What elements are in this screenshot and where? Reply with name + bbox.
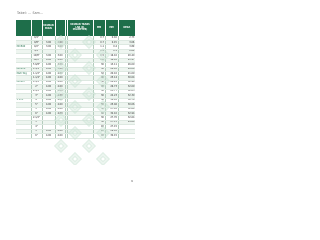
table-cell: 32.94 [118, 80, 135, 84]
table-cell: 4.00 [55, 58, 65, 62]
table-cell: 4.00 [42, 80, 55, 84]
table-cell: 4.00 [55, 72, 65, 76]
table-cell: 4.00 [42, 129, 55, 133]
watermark-shape [83, 140, 95, 152]
table-cell: Metr 5kg [16, 72, 31, 76]
table-cell: 1.1/4" [31, 67, 42, 71]
table-cell: 4.00 [42, 85, 55, 89]
table-cell: 0.4 [93, 49, 105, 53]
table-cell: Mm2t5 [16, 80, 31, 84]
table-cell: 4" [31, 125, 42, 129]
table-cell: 21.09 [118, 72, 135, 76]
table-cell: 27.15 [105, 125, 118, 129]
table-cell: 16.10 [105, 58, 118, 62]
table-cell: 0.7 [93, 36, 105, 40]
table-cell: 30.70 [118, 98, 135, 102]
table-cell: 0.1 [105, 49, 118, 53]
table-cell: 25.14 [105, 76, 118, 80]
table-cell: 30.10 [105, 98, 118, 102]
table-cell: 32.03 [118, 89, 135, 93]
watermark-shape [97, 153, 109, 165]
table-cell: 30 [93, 67, 105, 71]
table-cell: 30 [93, 63, 105, 67]
table-cell: 5" [31, 129, 42, 133]
table-cell: 4.00 [42, 134, 55, 138]
table-cell: 30 [93, 89, 105, 93]
table-cell: 23.77 [105, 89, 118, 93]
table-cell: 20.10 [105, 72, 118, 76]
table-cell: 3.06 [118, 40, 135, 44]
table-cell: 5 mm [16, 98, 31, 102]
table-cell: 4.00 [42, 63, 55, 67]
table-cell: 4.00 [42, 107, 55, 111]
table-cell: 30 [93, 98, 105, 102]
table-cell: 0.7 [93, 40, 105, 44]
table-cell: 4.00 [55, 94, 65, 98]
table-cell: Mm2mt [16, 67, 31, 71]
table-cell: 20.10 [105, 67, 118, 71]
table-cell: 4.00 [55, 129, 65, 133]
column-header: DEDA [123, 25, 131, 29]
table-cell: 4.00 [42, 89, 55, 93]
pipe-size-table [16, 20, 135, 139]
table-cell: 3.00 [42, 40, 55, 44]
table-cell: 10/4" [31, 58, 42, 62]
table-cell: 24.23 [105, 94, 118, 98]
table-cell: 0.15 [105, 40, 118, 44]
table-cell: 3.00 [42, 54, 55, 58]
table-cell: 5" [31, 103, 42, 107]
table-cell: 4.00 [55, 111, 65, 115]
table-cell: 3.00 [55, 54, 65, 58]
table-cell: 27.70 [105, 116, 118, 120]
table-header-row [16, 20, 135, 36]
table-cell [67, 134, 93, 138]
table-cell: 40 [93, 129, 105, 133]
table-cell: 0/4" [31, 36, 42, 40]
table-cell: 20.40 [118, 54, 135, 58]
table-row [16, 134, 135, 138]
table-cell: 4.00 [55, 76, 65, 80]
table-cell: 4.00 [55, 85, 65, 89]
table-cell: 4.00 [42, 94, 55, 98]
table-cell: 20.22 [105, 80, 118, 84]
table-cell: 2.73 [118, 36, 135, 40]
table-cell: 0.4 [105, 45, 118, 49]
table-body [16, 36, 135, 138]
table-cell: 3" [31, 94, 42, 98]
table-cell: 30.06 [118, 103, 135, 107]
table-cell: 4.00 [42, 98, 55, 102]
table-cell: Mm840 [16, 45, 31, 49]
table-cell: 26.09 [118, 63, 135, 67]
table-cell: 32.64 [118, 107, 135, 111]
table-cell: 30 [93, 80, 105, 84]
table-cell: 30.15 [105, 134, 118, 138]
table-cell: 6" [31, 134, 42, 138]
table-cell: 1.1/2" [31, 72, 42, 76]
table-cell: 3.00 [42, 45, 55, 49]
column-header: UKURAN TRANS LAN (D, MILIMETER) [67, 20, 93, 36]
table-cell: 4.00 [55, 80, 65, 84]
table-cell: 4.00 [42, 58, 55, 62]
table-cell: 0.6 [93, 58, 105, 62]
column-header: MM [93, 20, 105, 36]
table-cell: 2" [31, 85, 42, 89]
table-cell: 32.94 [118, 111, 135, 115]
table-cell: 32.10 [105, 111, 118, 115]
table-cell: 4.00 [42, 76, 55, 80]
table-cell: 2.1/2" [31, 89, 42, 93]
watermark-shape [69, 153, 81, 165]
table-cell: 29.64 [118, 120, 135, 124]
column-header: UKURAN PAKAI [42, 20, 55, 36]
table-cell: 32.64 [118, 116, 135, 120]
table-cell: 4" [31, 98, 42, 102]
table-cell: 30 [93, 85, 105, 89]
table-cell: 5/4" [31, 49, 42, 53]
table-cell: 1.1/2" [31, 80, 42, 84]
table-cell: 40 [93, 125, 105, 129]
table-cell: 25.46 [105, 103, 118, 107]
table-cell: 4.00 [55, 67, 65, 71]
table-cell: 32.39 [118, 94, 135, 98]
table-cell: 1.1 [93, 45, 105, 49]
table-cell: 5" [31, 107, 42, 111]
table-cell: 4.00 [55, 63, 65, 67]
table-cell: 30 [93, 94, 105, 98]
table-cell: 4.00 [55, 98, 65, 102]
table-cell: 29.10 [105, 129, 118, 133]
table-cell: 4.00 [55, 89, 65, 93]
table-cell: 4.00 [42, 103, 55, 107]
table-cell: 40 [93, 134, 105, 138]
column-header [31, 20, 42, 36]
table-cell: 4.00 [42, 67, 55, 71]
table-cell: 2.00 [55, 40, 65, 44]
column-header [55, 20, 65, 36]
table-cell: 30 [93, 76, 105, 80]
table-cell: 26.73 [105, 85, 118, 89]
table-cell: 5 6/8" [31, 63, 42, 67]
table-cell: 6" [31, 111, 42, 115]
table-cell: 4.00 [42, 111, 55, 115]
table-cell: 0.60 [118, 49, 135, 53]
table-cell: 10/8" [31, 54, 42, 58]
table-cell [118, 134, 135, 138]
table-cell: 32 [93, 72, 105, 76]
table-cell: 30 [93, 103, 105, 107]
table-cell: 28.09 [118, 67, 135, 71]
table-cell: 4.00 [55, 134, 65, 138]
table-cell: 0.5 [93, 54, 105, 58]
column-header [16, 20, 31, 36]
table-cell: 3" [31, 120, 42, 124]
table-cell: 30 [93, 111, 105, 115]
table-cell: 21.97 [118, 58, 135, 62]
table-cell: 4.00 [42, 72, 55, 76]
table-cell: 4.00 [55, 103, 65, 107]
table-cell: 0/8" [31, 40, 42, 44]
table-cell: 3.89 [118, 45, 135, 49]
table-cell: 3.00 [55, 45, 65, 49]
table-cell: 30.04 [118, 76, 135, 80]
table-cell: 27.15 [105, 120, 118, 124]
page-number: 9 [131, 179, 133, 183]
pipe-size-table-container [16, 20, 135, 165]
table-cell: 4.00 [55, 107, 65, 111]
table-cell: 2.1/2" [31, 116, 42, 120]
table-cell [16, 134, 31, 138]
table-cell: 30 [93, 107, 105, 111]
table-cell: 0/2" [31, 45, 42, 49]
table-cell: 27.10 [105, 107, 118, 111]
column-header: MM [105, 20, 118, 36]
page-heading: Tabel: ... Sam... [17, 11, 44, 15]
table-cell: 13.11 [105, 63, 118, 67]
table-cell: 1.1/4" [31, 76, 42, 80]
watermark-shape [55, 140, 67, 152]
table-cell: 0.10 [105, 36, 118, 40]
table-cell: 30 [93, 116, 105, 120]
table-cell: 30 [93, 120, 105, 124]
table-cell: 32.09 [118, 85, 135, 89]
table-cell: 16.10 [105, 54, 118, 58]
